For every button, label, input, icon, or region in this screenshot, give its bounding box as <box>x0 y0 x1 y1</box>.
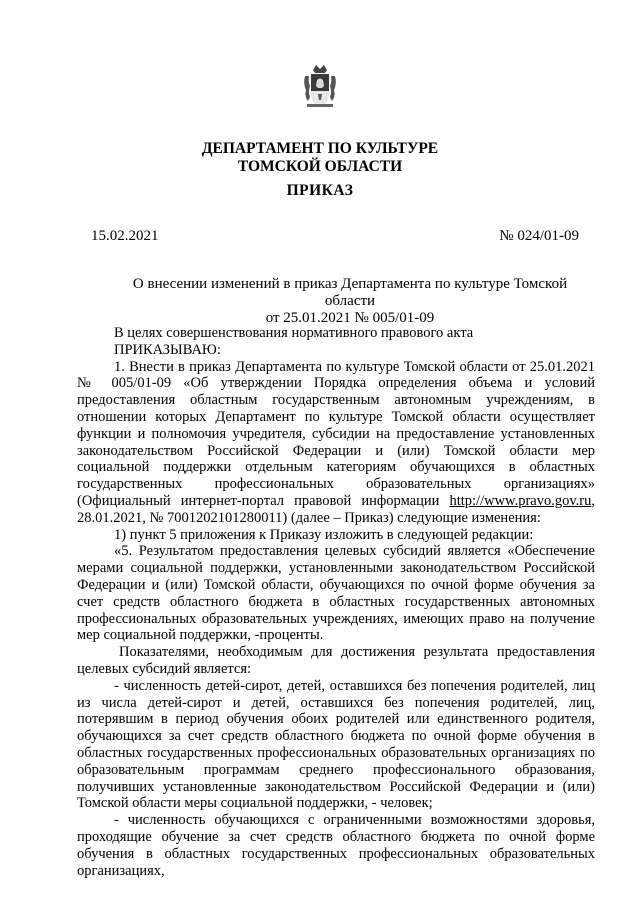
clause-5: «5. Результатом предоставления целевых субсидий является «Обеспечение мерами социальной поддержки, установленными законодательством Российской Федерации и (или) Томской области, обучающихся по очной форме обучения за счет средств областного бюджета в областных государственных автономных профессиональных образовательных учреждениях, имеющих право на получение мер социальной поддержки, -проценты. <box>77 543 595 644</box>
pravo-portal-link[interactable]: http://www.pravo.gov.ru <box>449 492 592 509</box>
order-date: 15.02.2021 <box>91 228 159 244</box>
order-body <box>77 325 595 879</box>
item-1 <box>77 359 595 527</box>
order-subject <box>113 276 587 327</box>
indicator-1: - численность детей-сирот, детей, оставшихся без попечения родителей, лиц из числа детей-сирот и детей, оставшихся без попечения родителей, лиц, потерявшим в период обучения обоих родителей или единственного родителя, обучающихся за счет средств областного бюджета по очной форме обучения в областных государственных профессиональных образовательных организациях по образовательным программам среднего профессионального образования, получивших установленные законодательством Российской Федерации и (или) Томской области меры социальной поддержки, - человек; <box>77 677 595 812</box>
indicator-2: - численность обучающихся с ограниченными возможностями здоровья, проходящие обучение за счет средств областного бюджета по очной форме обучения в областных государственных профессиональных образовательных организациях, <box>77 812 595 879</box>
subitem-1: 1) пункт 5 приложения к Приказу изложить в следующей редакции: <box>114 526 534 543</box>
department-title <box>0 140 640 176</box>
indicators-intro: Показателями, необходимым для достижения результата предоставления целевых субсидий является: <box>77 644 595 677</box>
order-word: ПРИКАЗЫВАЮ: <box>114 341 221 358</box>
document-type: ПРИКАЗ <box>286 182 354 199</box>
preamble: В целях совершенствования нормативного правового акта <box>114 325 474 341</box>
order-number: № 024/01-09 <box>499 228 579 244</box>
coat-of-arms-emblem <box>301 64 339 110</box>
subject-line-2: от 25.01.2021 № 005/01-09 <box>265 310 435 326</box>
item-1-text-start: 1. Внести в приказ Департамента по культуре Томской области от 25.01.2021 № 005/01-09 «Об утверждении Порядка определения объема и условий предоставления областным государственным автономным учреждениям, в отношении которых Департамент по культуре Томской области осуществляет функции и полномочия учредителя, субсидии на предоставление установленных законодательством Российской Федерации и (или) Томской области мер социальной поддержки отдельным категориям обучающихся в областных государственных профессиональных образовательных организациях» (Официальный интернет-портал правовой информации <box>77 358 595 509</box>
item-1-text-end: , 28.01.2021, № 7001202101280011) (далее – Приказ) следующие изменения: <box>77 492 595 526</box>
department-line-1: ДЕПАРТАМЕНТ ПО КУЛЬТУРЕ <box>201 140 439 157</box>
subject-line-1: О внесении изменений в приказ Департамента по культуре Томской области <box>132 276 568 309</box>
department-line-2: ТОМСКОЙ ОБЛАСТИ <box>237 158 403 175</box>
coat-of-arms-icon <box>301 64 339 110</box>
